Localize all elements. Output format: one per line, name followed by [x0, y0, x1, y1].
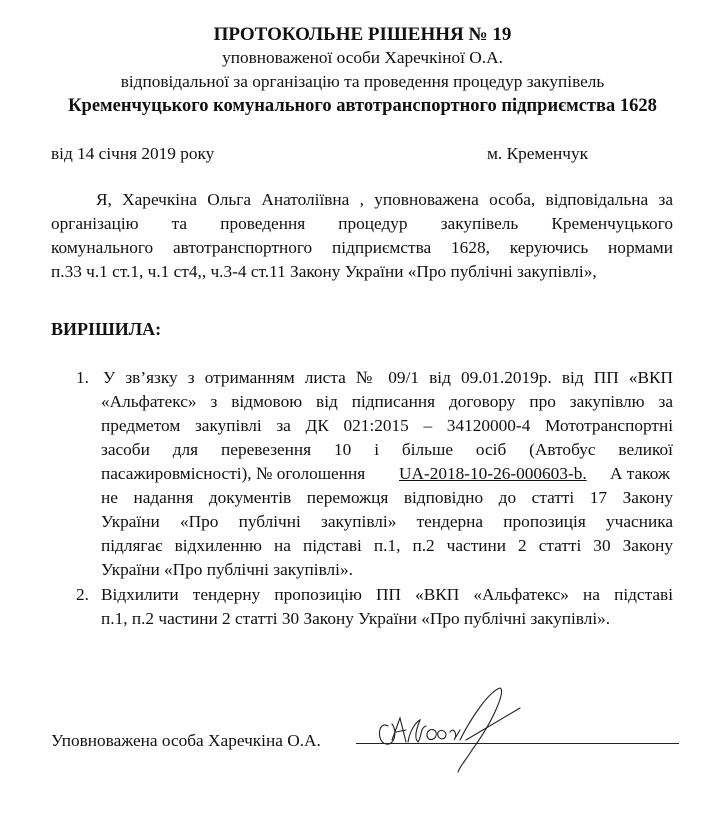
item-line: підлягає відхиленню на підставі п.1, п.2 частини 2 статті 30 Закону	[101, 536, 673, 555]
item-line-continuation: А також	[610, 464, 670, 483]
intro-line: комунального автотранспортного підприємства 1628, керуючись нормами	[51, 238, 673, 257]
item-line: України «Про публічні закупівлі» тендерна пропозиція учасника	[101, 512, 673, 531]
document-city: м. Кременчук	[487, 144, 588, 163]
item-line: засоби для перевезення 10 і більше осіб (Автобус великої	[101, 440, 673, 459]
item-line: не надання документів переможця відповідно до статті 17 Закону	[101, 488, 673, 507]
document-title: ПРОТОКОЛЬНЕ РІШЕННЯ № 19	[213, 24, 512, 45]
item-line: У зв’язку з отриманням листа № 09/1 від 09.01.2019р. від ПП «ВКП	[103, 368, 673, 387]
item-line: пасажировмісності), № оголошення	[101, 464, 366, 483]
subtitle-responsibility: відповідальної за організацію та проведення процедур закупівель	[120, 72, 605, 91]
item-line: України «Про публічні закупівлі».	[101, 560, 353, 579]
intro-line: Я, Харечкіна Ольга Анатоліївна , уповноважена особа, відповідальна за	[96, 190, 673, 209]
subtitle-official: уповноваженої особи Харечкіної О.А.	[222, 48, 503, 67]
intro-line: організацію та проведення процедур закупівель Кременчуцького	[51, 214, 673, 233]
intro-line: п.33 ч.1 ст.1, ч.1 ст4,, ч.3-4 ст.11 Закону України «Про публічні закупівлі»,	[51, 262, 597, 281]
item-number: 2.	[76, 585, 89, 604]
item-line: Відхилити тендерну пропозицію ПП «ВКП «Альфатекс» на підставі	[101, 585, 673, 604]
item-number: 1.	[76, 368, 89, 387]
item-line: предметом закупівлі за ДК 021:2015 – 34120000-4 Мототранспортні	[101, 416, 673, 435]
signature-label: Уповноважена особа Харечкіна О.А.	[51, 731, 321, 750]
item-line: п.1, п.2 частини 2 статті 30 Закону України «Про публічні закупівлі».	[101, 609, 611, 628]
document-date: від 14 січня 2019 року	[51, 144, 215, 163]
item-line: «Альфатекс» з відмовою від підписання договору про закупівлю за	[101, 392, 673, 411]
decision-heading: ВИРІШИЛА:	[51, 319, 162, 339]
organization-name: Кременчуцького комунального автотранспортного підприємства 1628	[68, 96, 657, 116]
tender-id-link[interactable]: UA-2018-10-26-000603-b.	[399, 464, 587, 483]
handwritten-signature	[370, 680, 570, 780]
